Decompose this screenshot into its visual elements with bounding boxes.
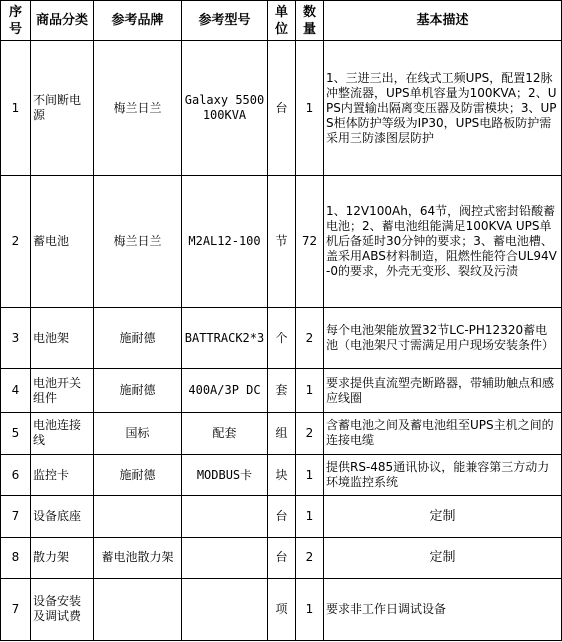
row-qty: 1 (296, 369, 324, 412)
row-brand (94, 496, 182, 537)
row-no: 3 (1, 308, 31, 369)
row-brand: 施耐德 (94, 455, 182, 496)
row-model: 400A/3P DC (182, 369, 268, 412)
row-brand: 梅兰日兰 (94, 41, 182, 176)
row-qty: 1 (296, 41, 324, 176)
row-desc: 1、三进三出，在线式工频UPS，配置12脉冲整流器，UPS单机容量为100KVA；2、UPS内置输出隔离变压器及防雷模块；3、UPS柜体防护等级为IP30，UPS电路板防护需采用三防漆图层防护 (324, 41, 562, 176)
row-brand: 国标 (94, 412, 182, 454)
row-brand: 施耐德 (94, 308, 182, 369)
row-qty: 2 (296, 537, 324, 578)
header-no: 序号 (1, 1, 31, 41)
row-qty: 2 (296, 308, 324, 369)
row-unit: 块 (268, 455, 296, 496)
row-model: BATTRACK2*3 (182, 308, 268, 369)
table-row (1, 41, 562, 176)
header-brand: 参考品牌 (94, 1, 182, 41)
row-model: 配套 (182, 412, 268, 454)
row-desc: 含蓄电池之间及蓄电池组至UPS主机之间的连接电缆 (324, 412, 562, 454)
row-desc: 每个电池架能放置32节LC-PH12320蓄电池（电池架尺寸需满足用户现场安装条件） (324, 308, 562, 369)
row-category: 设备安装及调试费 (31, 578, 94, 640)
row-model (182, 496, 268, 537)
row-no: 2 (1, 176, 31, 308)
row-no: 8 (1, 537, 31, 578)
row-no: 5 (1, 412, 31, 454)
row-model: MODBUS卡 (182, 455, 268, 496)
row-model (182, 537, 268, 578)
table-row (1, 537, 562, 578)
row-no: 7 (1, 578, 31, 640)
row-desc: 要求非工作日调试设备 (324, 578, 562, 640)
header-row (1, 1, 562, 41)
header-unit: 单位 (268, 1, 296, 41)
row-no: 7 (1, 496, 31, 537)
row-qty: 1 (296, 578, 324, 640)
row-unit: 节 (268, 176, 296, 308)
row-category: 不间断电源 (31, 41, 94, 176)
header-qty: 数量 (296, 1, 324, 41)
row-brand (94, 578, 182, 640)
table-row (1, 308, 562, 369)
row-unit: 组 (268, 412, 296, 454)
row-qty: 1 (296, 455, 324, 496)
row-category: 电池开关组件 (31, 369, 94, 412)
table-row (1, 412, 562, 454)
row-unit: 台 (268, 537, 296, 578)
row-unit: 个 (268, 308, 296, 369)
row-desc: 定制 (324, 537, 562, 578)
row-no: 1 (1, 41, 31, 176)
row-desc: 1、12V100Ah，64节，阀控式密封铅酸蓄电池；2、蓄电池组能满足100KVA UPS单机后备延时30分钟的要求；3、蓄电池槽、盖采用ABS材料制造，阻燃性能符合UL94V-0的要求，外壳无变形、裂纹及污渍 (324, 176, 562, 308)
row-unit: 套 (268, 369, 296, 412)
header-desc: 基本描述 (324, 1, 562, 41)
table-row (1, 455, 562, 496)
table-row (1, 369, 562, 412)
row-model (182, 578, 268, 640)
row-brand: 施耐德 (94, 369, 182, 412)
row-desc: 定制 (324, 496, 562, 537)
row-category: 蓄电池 (31, 176, 94, 308)
row-desc: 要求提供直流塑壳断路器，带辅助触点和感应线圈 (324, 369, 562, 412)
table-row (1, 578, 562, 640)
table-row (1, 176, 562, 308)
header-category: 商品分类 (31, 1, 94, 41)
row-unit: 台 (268, 496, 296, 537)
row-category: 电池架 (31, 308, 94, 369)
header-model: 参考型号 (182, 1, 268, 41)
row-unit: 台 (268, 41, 296, 176)
row-category: 设备底座 (31, 496, 94, 537)
row-no: 6 (1, 455, 31, 496)
row-category: 监控卡 (31, 455, 94, 496)
row-model: Galaxy 5500 100KVA (182, 41, 268, 176)
row-brand: 梅兰日兰 (94, 176, 182, 308)
row-desc: 提供RS-485通讯协议，能兼容第三方动力环境监控系统 (324, 455, 562, 496)
row-category: 电池连接线 (31, 412, 94, 454)
row-qty: 2 (296, 412, 324, 454)
table-row (1, 496, 562, 537)
row-unit: 项 (268, 578, 296, 640)
row-brand: 蓄电池散力架 (94, 537, 182, 578)
row-qty: 72 (296, 176, 324, 308)
row-qty: 1 (296, 496, 324, 537)
row-category: 散力架 (31, 537, 94, 578)
row-no: 4 (1, 369, 31, 412)
row-model: M2AL12-100 (182, 176, 268, 308)
